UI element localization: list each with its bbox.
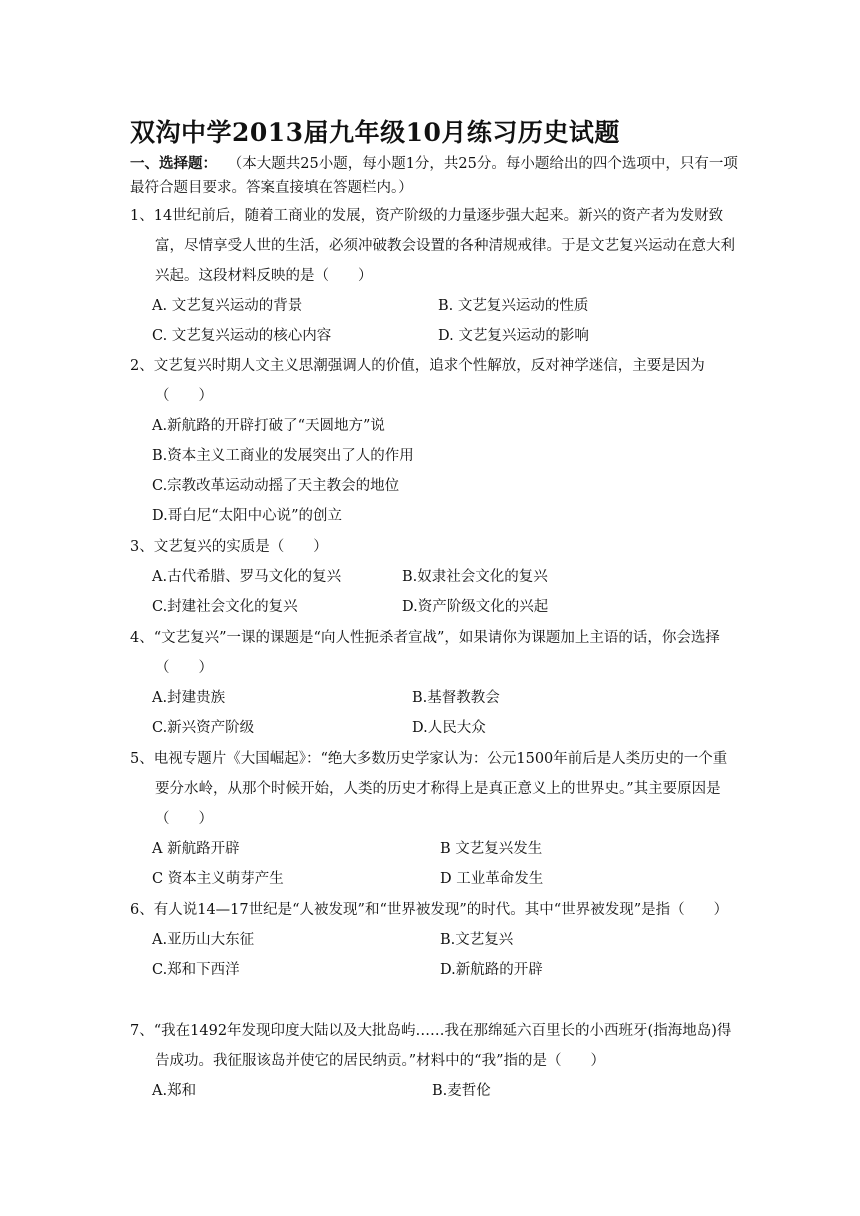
question-3 [130, 532, 740, 622]
question-stem: 3、文艺复兴的实质是（ ） [130, 539, 328, 555]
section-header [130, 152, 740, 200]
option-b: B.奴隶社会文化的复兴 [402, 569, 548, 585]
option-a: A.郑和 [152, 1083, 197, 1099]
question-1 [130, 201, 740, 351]
option-b: B. 文艺复兴运动的性质 [438, 298, 589, 314]
option-d: D.人民大众 [412, 720, 486, 736]
option-b: B.基督教教会 [412, 690, 500, 706]
section-instruction: （本大题共25小题，每小题1分，共25分。每小题给出的四个选项中，只有一项最符合题目要求。答案直接填在答题栏内。） [130, 156, 738, 196]
option-c: C 资本主义萌芽产生 [152, 871, 284, 887]
option-d: D.哥白尼“太阳中心说”的创立 [152, 508, 343, 524]
option-d: D.资产阶级文化的兴起 [402, 599, 549, 615]
option-a: A. 文艺复兴运动的背景 [152, 298, 303, 314]
option-row [152, 592, 740, 622]
question-6 [130, 895, 740, 985]
question-options [130, 411, 740, 531]
option-c: C.新兴资产阶级 [152, 720, 255, 736]
page-title: 双沟中学2013届九年级10月练习历史试题 [130, 118, 620, 147]
question-7 [130, 1016, 740, 1106]
option-a: A.古代希腊、罗马文化的复兴 [152, 569, 342, 585]
question-options [130, 683, 740, 743]
option-row [152, 321, 740, 351]
question-stem: 1、14世纪前后，随着工商业的发展，资产阶级的力量逐步强大起来。新兴的资产者为发财致富，尽情享受人世的生活，必须冲破教会设置的各种清规戒律。于是文艺复兴运动在意大利兴起。这段材料反映的是（ ） [130, 208, 735, 284]
option-c: C.郑和下西洋 [152, 962, 240, 978]
option-b: B.资本主义工商业的发展突出了人的作用 [152, 448, 414, 464]
option-row [152, 562, 740, 592]
option-row [152, 291, 740, 321]
option-row [152, 683, 740, 713]
option-d: D 工业革命发生 [440, 871, 544, 887]
option-d: D. 文艺复兴运动的影响 [438, 328, 589, 344]
option-b: B.文艺复兴 [440, 932, 514, 948]
option-c: C.封建社会文化的复兴 [152, 599, 298, 615]
option-row [152, 1076, 740, 1106]
question-stem: 5、电视专题片《大国崛起》：“绝大多数历史学家认为：公元1500年前后是人类历史的一个重要分水岭，从那个时候开始，人类的历史才称得上是真正意义上的世界史。”其主要原因是（ ） [130, 751, 728, 827]
question-options [130, 834, 740, 894]
option-a: A.新航路的开辟打破了“天圆地方”说 [152, 418, 385, 434]
question-options [130, 291, 740, 351]
option-a: A.封建贵族 [152, 690, 226, 706]
option-row [152, 955, 740, 985]
option-row [152, 713, 740, 743]
option-row [152, 864, 740, 894]
section-heading: 一、选择题： [130, 155, 217, 172]
option-c: C.宗教改革运动动摇了天主教会的地位 [152, 478, 400, 494]
question-options [130, 562, 740, 622]
question-stem: 6、有人说14—17世纪是“人被发现”和“世界被发现”的时代。其中“世界被发现”是指（ ） [130, 902, 729, 918]
question-stem: 4、“文艺复兴”一课的课题是“向人性扼杀者宣战”，如果请你为课题加上主语的话，你会选择（ ） [130, 630, 720, 676]
option-b: B 文艺复兴发生 [440, 841, 543, 857]
question-2 [130, 351, 740, 531]
option-c: C. 文艺复兴运动的核心内容 [152, 328, 332, 344]
option-d: D.新航路的开辟 [440, 962, 543, 978]
question-stem: 2、文艺复兴时期人文主义思潮强调人的价值，追求个性解放，反对神学迷信，主要是因为（ ） [130, 358, 705, 404]
option-a: A 新航路开辟 [152, 841, 240, 857]
option-row [152, 834, 740, 864]
question-5 [130, 744, 740, 894]
question-options [130, 1076, 740, 1106]
question-4 [130, 623, 740, 743]
option-a: A.亚历山大东征 [152, 932, 255, 948]
option-b: B.麦哲伦 [432, 1083, 491, 1099]
question-options [130, 925, 740, 985]
option-row [152, 925, 740, 955]
question-stem: 7、“我在1492年发现印度大陆以及大批岛屿……我在那绵延六百里长的小西班牙(指海地岛)得告成功。我征服该岛并使它的居民纳贡。”材料中的“我”指的是（ ） [130, 1023, 732, 1069]
